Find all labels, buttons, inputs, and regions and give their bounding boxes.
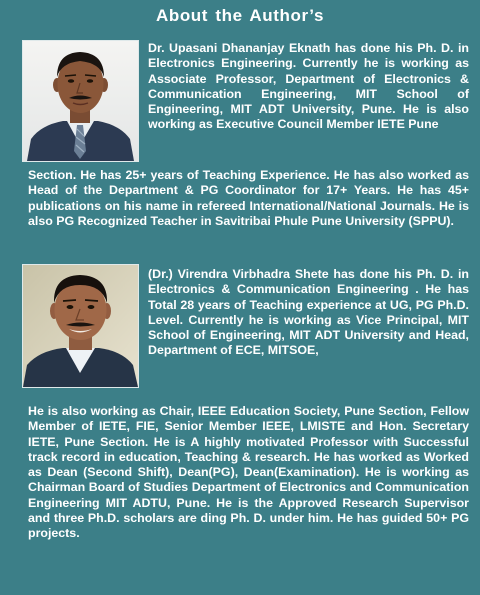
page-title: About the Author’s <box>155 6 325 25</box>
author-photo-1 <box>22 40 139 162</box>
portrait-image-1 <box>23 41 138 161</box>
author-2-bio-continued: He is also working as Chair, IEEE Education Society, Pune Section, Fellow Member of IETE, FIE, Senior Member IEEE, LMISTE and Hon. Secretary IETE, Pune Section. He is A highly motivated Professor with Successful track record in education, Teaching & research. He has worked as Worked as Dean (Second Shift), Dean(PG), Dean(Examination). He is working as Chairman Board of Studies Department of Electronics and Communication Engineering MIT ADTU, Pune. He is the Approved Research Supervisor and three Ph.D. scholars are ding Ph. D. under him. He has guided 50+ PG projects. <box>28 404 469 541</box>
author-2-bio-intro: (Dr.) Virendra Virbhadra Shete has done his Ph. D. in Electronics & Communication Engineering . He has Total 28 years of Teaching experience at UG, PG Ph.D. Level. Currently he is working as Vice Principal, MIT School of Engineering, MIT ADT University and Head, Department of ECE, MITSOE, <box>148 267 469 358</box>
author-1-bio-continued: Section. He has 25+ years of Teaching Experience. He has also worked as Head of the Department & PG Coordinator for 17+ Years. He has 45+ publications on his name in refereed International/National Journals. He is also PG Recognized Teacher in Savitribai Phule Pune University (SPPU). <box>28 168 469 228</box>
author-photo-2 <box>22 264 139 388</box>
author-1-bio-intro: Dr. Upasani Dhananjay Eknath has done his Ph. D. in Electronics Engineering. Currently he is working as Associate Professor, Department of Electronics & Communication Engineering, MIT School of Engineering, MIT ADT University, Pune. He is also working as Executive Council Member IETE Pune <box>148 41 469 132</box>
portrait-image-2 <box>23 265 138 387</box>
